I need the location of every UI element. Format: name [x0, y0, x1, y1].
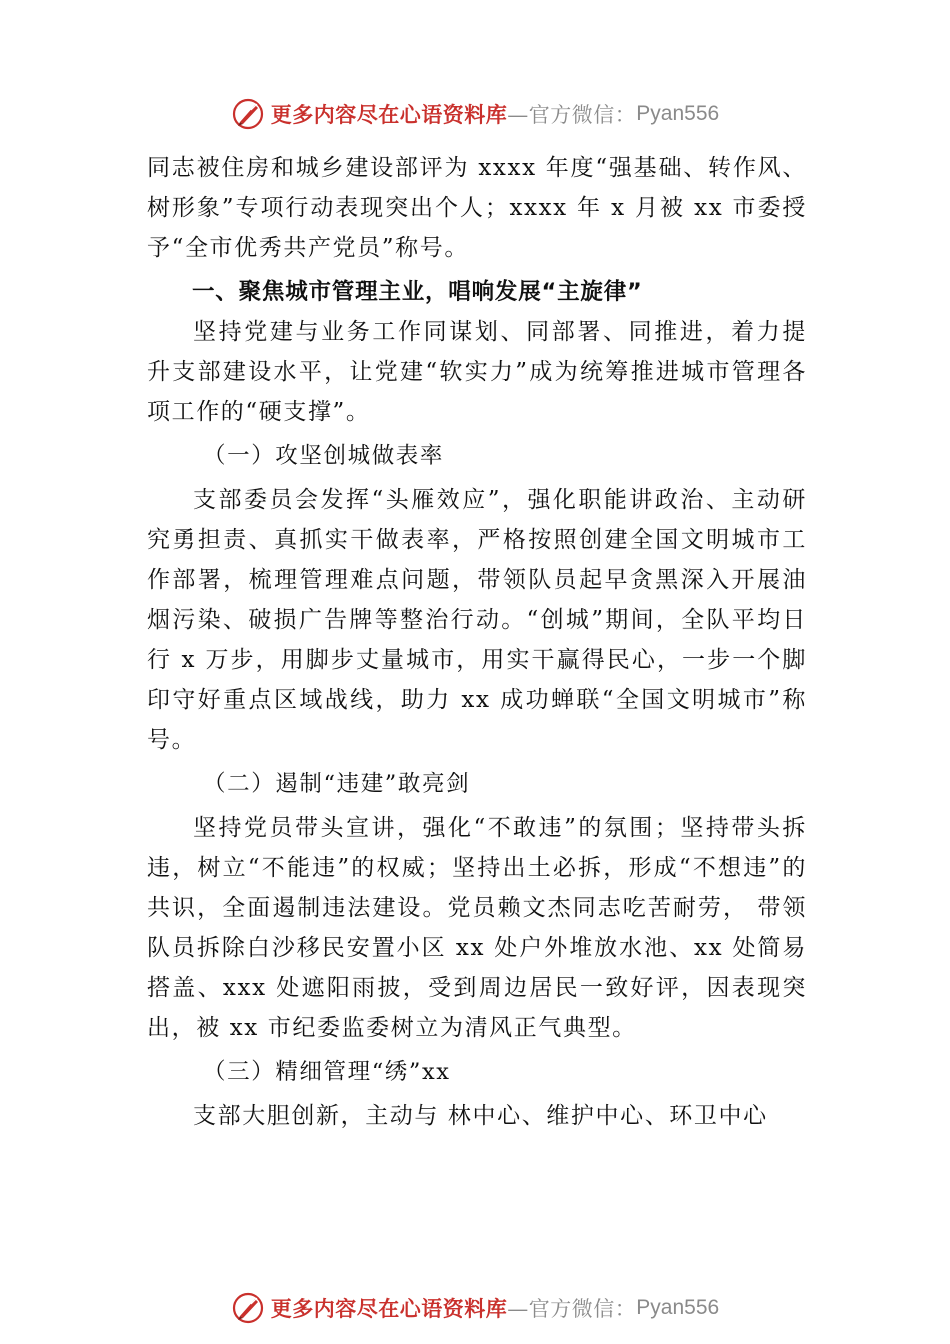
banner-wechat-id: Pyan556 [636, 102, 720, 125]
banner-title: 更多内容尽在心语资料库 [270, 102, 508, 127]
paragraph-2: 坚持党建与业务工作同谋划、同部署、同推进，着力提升支部建设水平，让党建“软实力”成为统筹推进城市管理各项工作的“硬支撑”。 [147, 319, 807, 425]
banner-wechat-id: Pyan556 [636, 1296, 720, 1319]
footer-watermark-banner [0, 1288, 950, 1328]
header-watermark-banner [0, 94, 950, 134]
paragraph-3: 支部委员会发挥“头雁效应”，强化职能讲政治、主动研究勇担责、真抓实干做表率，严格按照创建全国文明城市工作部署，梳理管理难点问题，带领队员起早贪黑深入开展油烟污染、破损广告牌等整治行动。“创城”期间，全队平均日 行 x 万步，用脚步丈量城市，用实干赢得民心，一步一个脚印守好重点区域战线，助力 xx 成功蝉联“全国文明城市”称号。 [147, 487, 807, 753]
paragraph-1: 同志被住房和城乡建设部评为 xxxx 年度“强基础、转作风、树形象”专项行动表现突出个人；xxxx 年 x 月被 xx 市委授予“全市优秀共产党员”称号。 [147, 155, 807, 261]
banner-label: —官方微信： [507, 103, 637, 127]
subsection-heading-2: （二）遏制“违建”敢亮剑 [203, 771, 471, 797]
paragraph-5: 支部大胆创新，主动与 林中心、维护中心、环卫中心 [193, 1103, 768, 1129]
quill-pen-logo-icon [231, 97, 265, 131]
banner-label: —官方微信： [507, 1297, 637, 1321]
document-body [147, 148, 807, 1136]
subsection-heading-3: （三）精细管理“绣”xx [203, 1059, 451, 1085]
subsection-heading-1: （一）攻坚创城做表率 [203, 443, 445, 469]
quill-pen-logo-icon [231, 1291, 265, 1325]
banner-title: 更多内容尽在心语资料库 [270, 1296, 508, 1321]
paragraph-4: 坚持党员带头宣讲，强化“不敢违”的氛围；坚持带头拆违，树立“不能违”的权威；坚持出土必拆，形成“不想违”的共识，全面遏制违法建设。党员赖文杰同志吃苦耐劳， 带领队员拆除白沙移民安置小区 xx 处户外堆放水池、xx 处简易搭盖、xxx 处遮阳雨披，受到周边居民一致好评，因表现突出，被 xx 市纪委监委树立为清风正气典型。 [147, 815, 807, 1041]
section-heading-1: 一、聚焦城市管理主业，唱响发展“主旋律” [192, 279, 643, 305]
